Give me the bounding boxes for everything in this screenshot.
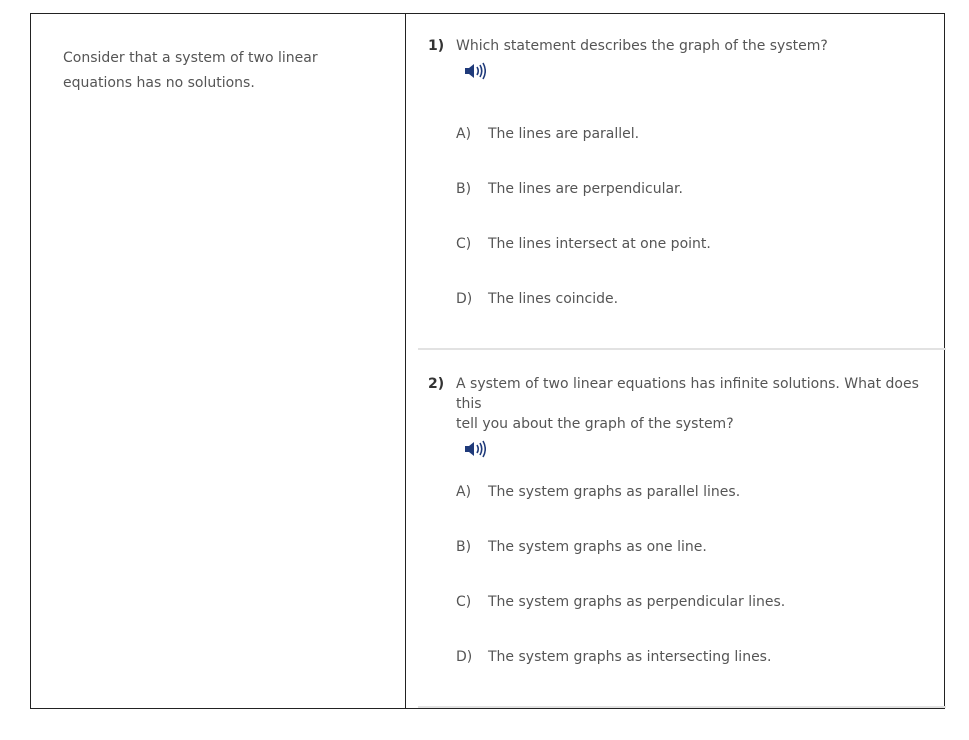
question-separator [418,706,946,708]
answer-option-c[interactable] [456,592,785,612]
question-text: Which statement describes the graph of the system? [456,38,828,54]
question-text [456,374,946,434]
speaker-icon[interactable] [464,62,486,80]
option-text: The lines are parallel. [488,126,640,142]
option-letter: C) [456,594,472,610]
option-text: The system graphs as perpendicular lines. [488,594,786,610]
answer-option-c[interactable] [456,234,711,254]
column-divider [405,14,406,708]
answer-option-b[interactable] [456,537,707,557]
option-text: The system graphs as parallel lines. [488,484,741,500]
option-letter: C) [456,236,472,252]
passage-text [63,46,363,96]
option-text: The system graphs as intersecting lines. [488,649,772,665]
answer-option-d[interactable] [456,647,771,667]
question-number: 2) [428,376,445,392]
option-text: The system graphs as one line. [488,539,707,555]
option-letter: B) [456,539,472,555]
option-text: The lines coincide. [488,291,619,307]
option-text: The lines are perpendicular. [488,181,683,197]
option-letter: D) [456,291,473,307]
question-2 [428,374,946,665]
answer-option-b[interactable] [456,179,683,199]
question-separator [418,348,946,350]
question-header [428,374,946,458]
speaker-icon[interactable] [464,440,486,458]
question-text-line: A system of two linear equations has infinite solutions. What does this [456,376,919,412]
question-frame [30,13,945,709]
question-text-line: tell you about the graph of the system? [456,416,734,432]
question-number: 1) [428,38,445,54]
question-1 [428,36,946,307]
answer-option-d[interactable] [456,289,618,309]
passage-line: Consider that a system of two linear [63,50,318,66]
option-letter: A) [456,484,472,500]
option-letter: B) [456,181,472,197]
option-letter: D) [456,649,473,665]
answer-option-a[interactable] [456,482,740,502]
option-letter: A) [456,126,472,142]
passage-line: equations has no solutions. [63,75,255,91]
answer-option-a[interactable] [456,124,639,144]
option-text: The lines intersect at one point. [488,236,711,252]
question-header [428,36,946,80]
